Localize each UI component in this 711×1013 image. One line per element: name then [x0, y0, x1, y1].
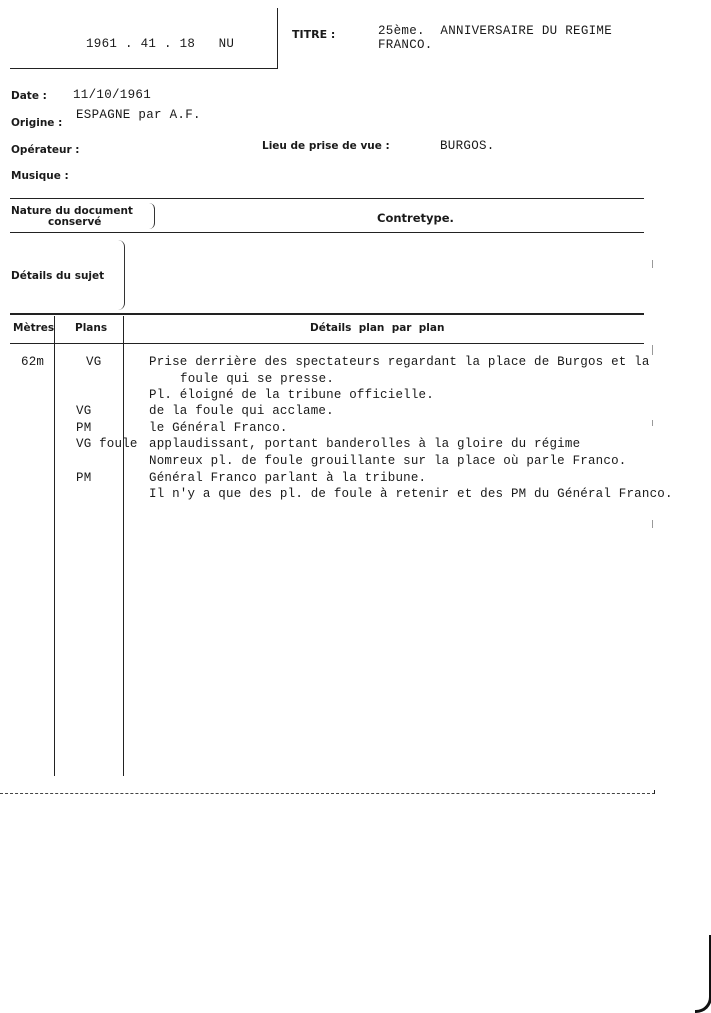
- table-top-rule: [10, 313, 644, 315]
- column-divider-2: [123, 316, 124, 776]
- row-text-5: le Général Franco.: [149, 421, 288, 435]
- row-plan-1: VG: [86, 355, 102, 369]
- row-text-8: Général Franco parlant à la tribune.: [149, 471, 427, 485]
- date-value: 11/10/1961: [73, 88, 152, 102]
- nature-label-line-2: conservé: [48, 216, 102, 228]
- row-text-7: Nomreux pl. de foule grouillante sur la place où parle Franco.: [149, 454, 627, 468]
- nature-value: Contretype.: [377, 211, 454, 225]
- table-header-rule: [10, 343, 644, 344]
- row-plan-5: PM: [76, 421, 92, 435]
- lieu-label: Lieu de prise de vue :: [262, 140, 390, 152]
- row-plan-4: VG: [76, 404, 92, 418]
- lieu-value: BURGOS.: [440, 139, 495, 153]
- row-text-1: Prise derrière des spectateurs regardant la place de Burgos et la: [149, 355, 650, 369]
- row-text-6: applaudissant, portant banderolles à la gloire du régime: [149, 437, 581, 451]
- scan-speck: [652, 420, 653, 426]
- titre-line-1: 25ème. ANNIVERSAIRE DU REGIME: [378, 24, 613, 38]
- header-details: Détails plan par plan: [310, 322, 445, 334]
- musique-label: Musique :: [11, 170, 69, 182]
- row-plan-6: VG foule: [76, 437, 138, 451]
- column-divider-1: [54, 316, 55, 776]
- date-label: Date :: [11, 90, 47, 102]
- details-sujet-label: Détails du sujet: [11, 270, 105, 282]
- details-sujet-bracket: [118, 240, 125, 310]
- nature-bracket: [148, 203, 155, 229]
- row-text-4: de la foule qui acclame.: [149, 404, 334, 418]
- header-divider: [277, 8, 278, 69]
- origine-label: Origine :: [11, 117, 63, 129]
- origine-value: ESPAGNE par A.F.: [76, 108, 201, 122]
- scan-speck: [652, 520, 653, 528]
- row-text-2: foule qui se presse.: [180, 372, 335, 386]
- row-text-3: Pl. éloigné de la tribune officielle.: [149, 388, 434, 402]
- reference-number: 1961 . 41 . 18 NU: [86, 37, 235, 51]
- scan-speck: [652, 260, 653, 268]
- operateur-label: Opérateur :: [11, 144, 80, 156]
- row-metres-1: 62m: [21, 355, 45, 369]
- row-text-9: Il n'y a que des pl. de foule à retenir et des PM du Général Franco.: [149, 487, 673, 501]
- header-metres: Mètres: [13, 322, 55, 334]
- header-underline: [10, 68, 278, 69]
- titre-line-2: FRANCO.: [378, 38, 433, 52]
- nature-bottom-rule: [10, 232, 644, 233]
- row-plan-8: PM: [76, 471, 92, 485]
- titre-label: TITRE :: [292, 28, 336, 41]
- fields-bottom-rule: [10, 198, 644, 199]
- page-right-edge: [654, 790, 655, 794]
- scan-speck: [652, 345, 653, 355]
- header-plans: Plans: [75, 322, 108, 334]
- nature-label-line-1: Nature du document: [11, 205, 133, 217]
- page-corner-edge: [695, 935, 711, 1013]
- table-bottom-rule: [0, 793, 655, 794]
